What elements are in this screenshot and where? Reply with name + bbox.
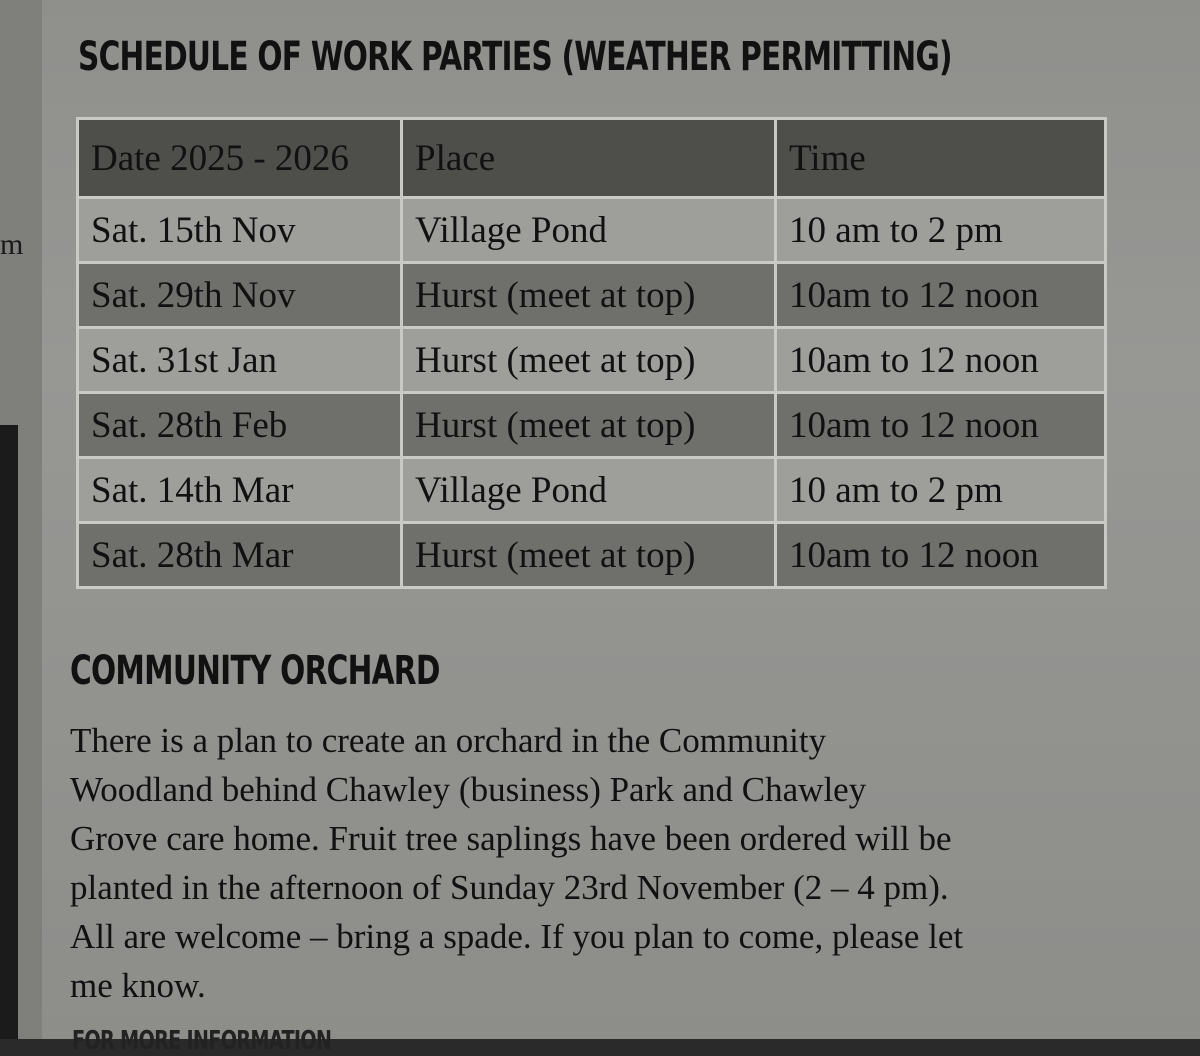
- cell-time: 10am to 12 noon: [776, 393, 1106, 458]
- paragraph-line: Grove care home. Fruit tree saplings have been ordered will be: [70, 819, 952, 858]
- cell-date: Sat. 15th Nov: [78, 198, 402, 263]
- cell-date: Sat. 29th Nov: [78, 263, 402, 328]
- cell-date: Sat. 14th Mar: [78, 458, 402, 523]
- column-header-date: Date 2025 - 2026: [78, 119, 402, 198]
- cell-place: Hurst (meet at top): [402, 523, 776, 588]
- cell-time: 10 am to 2 pm: [776, 458, 1106, 523]
- more-information-heading: FOR MORE INFORMATION: [72, 1026, 332, 1056]
- paragraph-line: me know.: [70, 966, 206, 1005]
- schedule-heading: SCHEDULE OF WORK PARTIES (WEATHER PERMITTING): [78, 34, 952, 80]
- cell-date: Sat. 28th Mar: [78, 523, 402, 588]
- paragraph-line: Woodland behind Chawley (business) Park and Chawley: [70, 770, 867, 809]
- table-row: [78, 198, 1106, 263]
- cell-time: 10am to 12 noon: [776, 263, 1106, 328]
- orchard-heading: COMMUNITY ORCHARD: [70, 648, 440, 694]
- table-row: [78, 458, 1106, 523]
- adjacent-page-text: m: [0, 228, 24, 261]
- cell-time: 10am to 12 noon: [776, 328, 1106, 393]
- adjacent-page-photo: [0, 425, 18, 1039]
- cell-place: Hurst (meet at top): [402, 263, 776, 328]
- table-row: [78, 328, 1106, 393]
- cell-place: Hurst (meet at top): [402, 328, 776, 393]
- table-row: [78, 263, 1106, 328]
- cell-time: 10 am to 2 pm: [776, 198, 1106, 263]
- column-header-time: Time: [776, 119, 1106, 198]
- cell-date: Sat. 31st Jan: [78, 328, 402, 393]
- cell-place: Village Pond: [402, 458, 776, 523]
- table-row: [78, 393, 1106, 458]
- orchard-paragraph: [70, 716, 1130, 1010]
- cell-date: Sat. 28th Feb: [78, 393, 402, 458]
- cell-place: Village Pond: [402, 198, 776, 263]
- paragraph-line: All are welcome – bring a spade. If you plan to come, please let: [70, 917, 964, 956]
- paragraph-line: There is a plan to create an orchard in the Community: [70, 721, 827, 760]
- cell-place: Hurst (meet at top): [402, 393, 776, 458]
- work-parties-table: [76, 117, 1107, 589]
- cell-time: 10am to 12 noon: [776, 523, 1106, 588]
- table-row: [78, 523, 1106, 588]
- paragraph-line: planted in the afternoon of Sunday 23rd November (2 – 4 pm).: [70, 868, 949, 907]
- column-header-place: Place: [402, 119, 776, 198]
- table-header-row: [78, 119, 1106, 198]
